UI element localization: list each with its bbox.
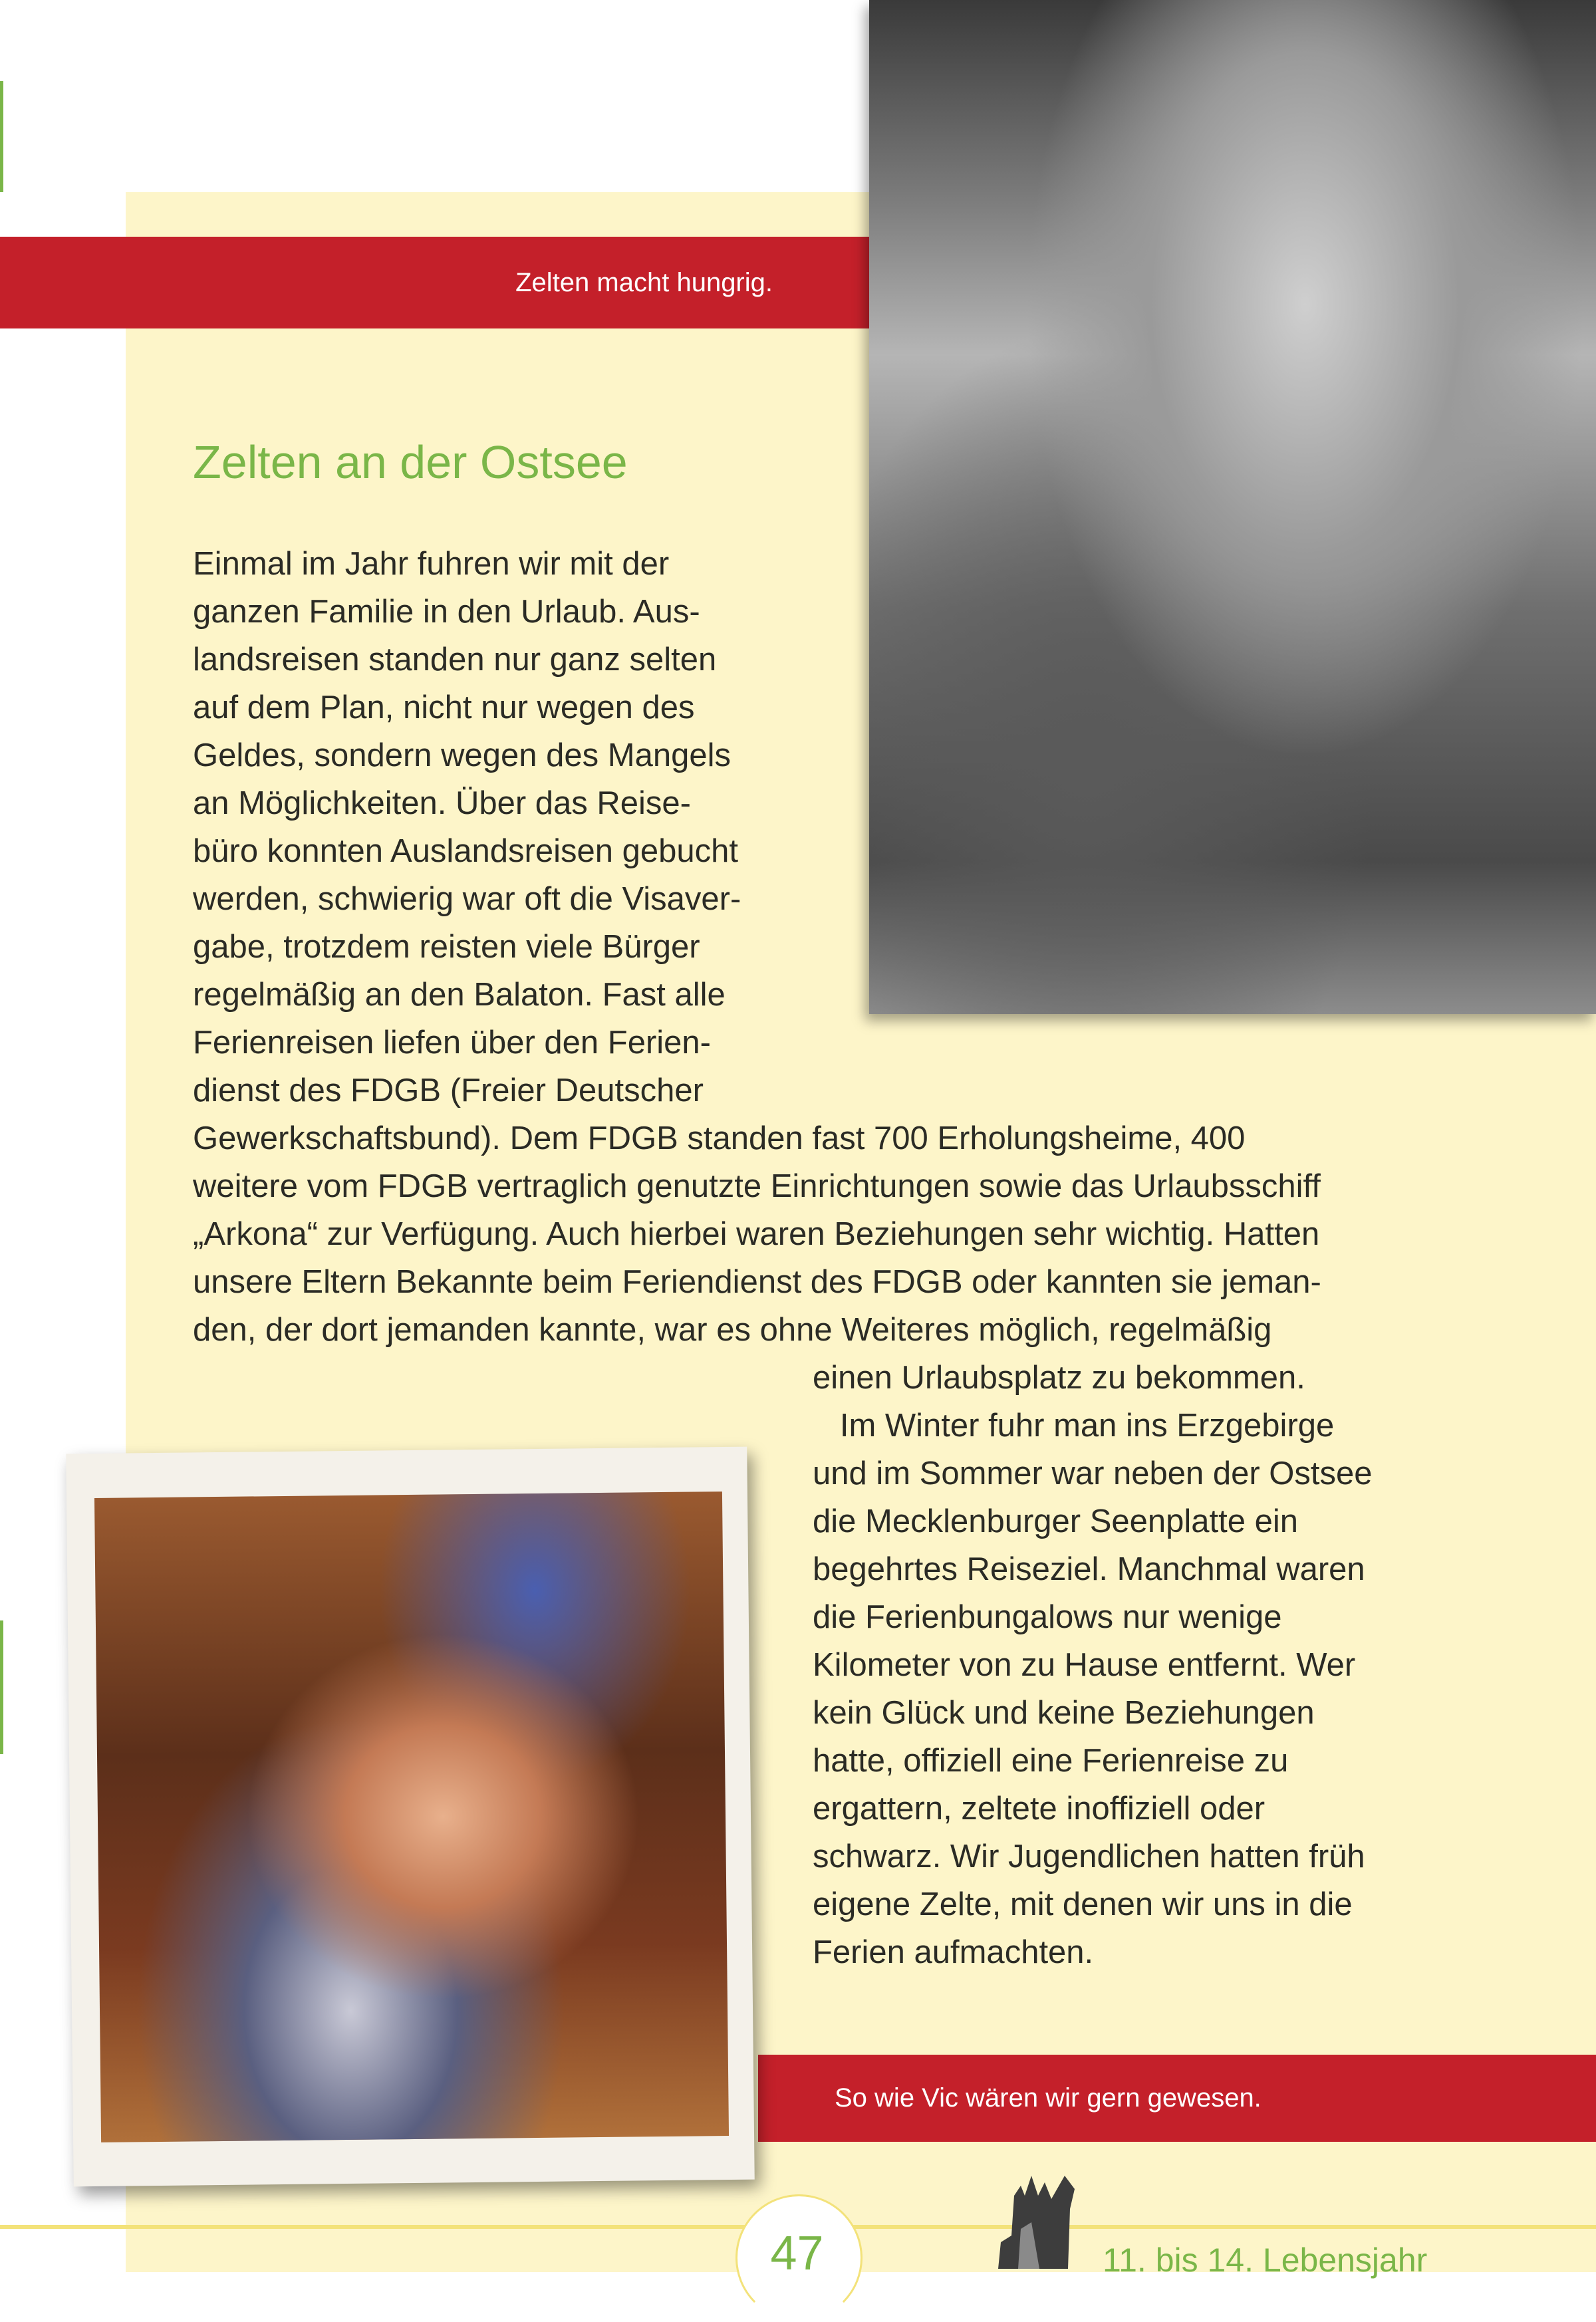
body-line: ergattern, zeltete inoffiziell oder [813, 1791, 1265, 1827]
body-line: büro konnten Auslandsreisen gebucht [193, 833, 738, 869]
page-number: 47 [770, 2227, 824, 2280]
body-line: Ferienreisen liefen über den Ferien- [193, 1025, 711, 1061]
caption-bottom: So wie Vic wären wir gern gewesen. [835, 2083, 1262, 2113]
body-line: werden, schwierig war oft die Visaver- [193, 881, 741, 917]
body-line: Geldes, sondern wegen des Mangels [193, 737, 732, 773]
castle-icon [992, 2169, 1095, 2269]
body-line: die Mecklenburger Seenplatte ein [813, 1503, 1299, 1539]
body-line: Im Winter fuhr man ins Erzgebirge [813, 1408, 1335, 1444]
body-line: die Ferienbungalows nur wenige [813, 1599, 1282, 1635]
body-line: Kilometer von zu Hause entfernt. Wer [813, 1647, 1356, 1683]
body-line: Ferien aufmachten. [813, 1934, 1094, 1970]
body-line: unsere Eltern Bekannte beim Feriendienst des FDGB oder kannten sie jeman- [193, 1264, 1321, 1300]
margin-marker [0, 81, 3, 192]
body-line: Einmal im Jahr fuhren wir mit der [193, 546, 670, 582]
body-line: regelmäßig an den Balaton. Fast alle [193, 977, 726, 1013]
body-line: „Arkona“ zur Verfügung. Auch hierbei waren Beziehungen sehr wichtig. Hatten [193, 1216, 1320, 1252]
body-line: dienst des FDGB (Freier Deutscher [193, 1073, 704, 1108]
body-line: ganzen Familie in den Urlaub. Aus- [193, 594, 700, 630]
body-line: kein Glück und keine Beziehungen [813, 1695, 1315, 1731]
body-line: hatte, offiziell eine Ferienreise zu [813, 1743, 1289, 1779]
body-text-left [193, 540, 1321, 1354]
caption-band-bottom [758, 2055, 1596, 2142]
body-line: und im Sommer war neben der Ostsee [813, 1456, 1373, 1491]
photo-frame [66, 1447, 754, 2187]
margin-marker [0, 1620, 3, 1754]
body-text-right [813, 1354, 1373, 1976]
body-line: Gewerkschaftsbund). Dem FDGB standen fast 700 Erholungsheime, 400 [193, 1120, 1246, 1156]
body-line: eigene Zelte, mit denen wir uns in die [813, 1886, 1353, 1922]
body-line: landsreisen standen nur ganz selten [193, 642, 717, 678]
body-line: einen Urlaubsplatz zu bekommen. [813, 1360, 1305, 1396]
body-line: schwarz. Wir Jugendlichen hatten früh [813, 1839, 1365, 1874]
body-line: den, der dort jemanden kannte, war es ohne Weiteres möglich, regelmäßig [193, 1312, 1272, 1348]
dancing-couple-photo [94, 1491, 729, 2142]
body-line: an Möglichkeiten. Über das Reise- [193, 785, 691, 821]
body-line: auf dem Plan, nicht nur wegen des [193, 690, 695, 725]
body-line: gabe, trotzdem reisten viele Bürger [193, 929, 700, 965]
body-line: weitere vom FDGB vertraglich genutzte Einrichtungen sowie das Urlaubsschiff [193, 1168, 1321, 1204]
article-heading: Zelten an der Ostsee [193, 436, 628, 488]
caption-band-top [0, 237, 869, 328]
chapter-label: 11. bis 14. Lebensjahr [1103, 2242, 1428, 2279]
body-line: begehrtes Reiseziel. Manchmal waren [813, 1551, 1365, 1587]
caption-top: Zelten macht hungrig. [515, 267, 773, 297]
